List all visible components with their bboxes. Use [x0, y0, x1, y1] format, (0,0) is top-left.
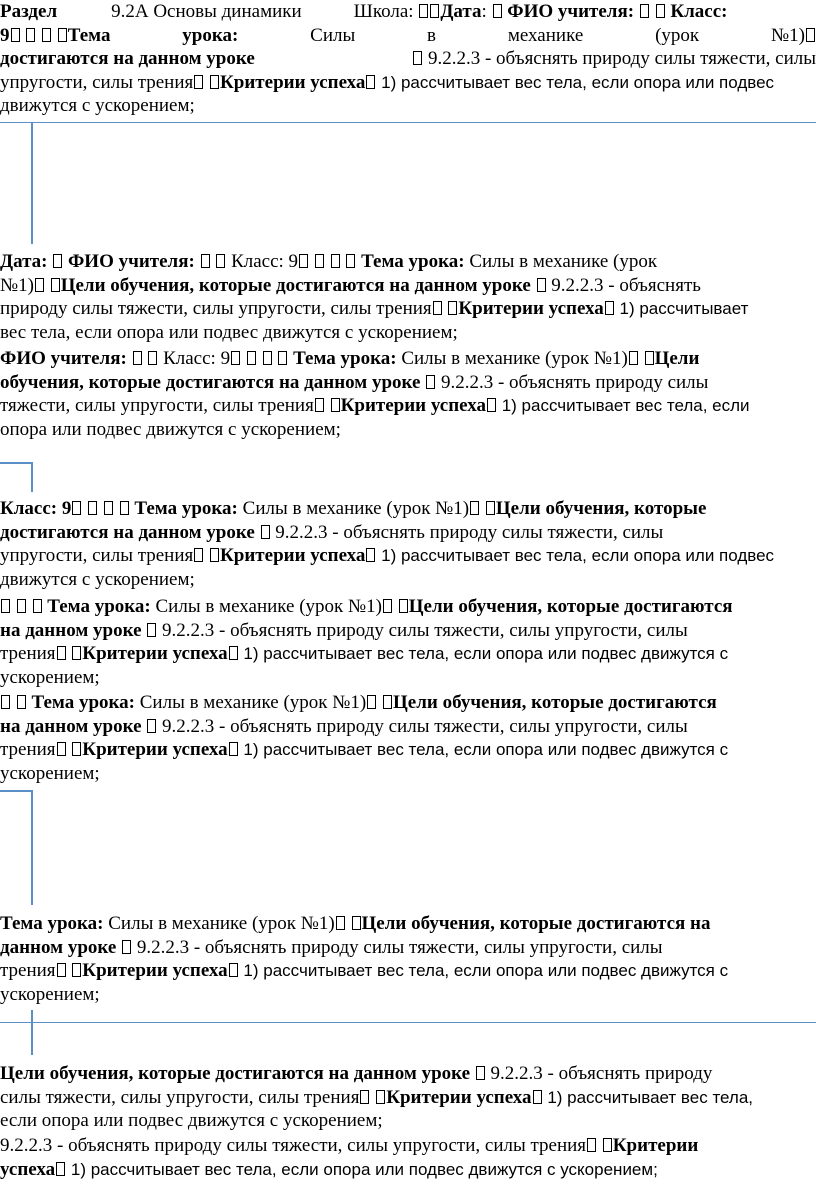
- topic-word: в: [427, 24, 437, 46]
- glyph-box-icon: [315, 398, 324, 412]
- glyph-box-icon: [194, 75, 203, 89]
- text-line: [0, 371, 816, 395]
- glyph-box-icon: [487, 398, 496, 412]
- topic-value: Силы в механике (урок №1): [139, 692, 367, 713]
- glyph-box-icon: [33, 599, 42, 613]
- table-rule: [0, 1022, 816, 1023]
- glyph-box-icon: [433, 301, 442, 315]
- glyph-box-icon: [476, 1066, 485, 1080]
- topic-label: Тема урока:: [134, 498, 238, 519]
- glyph-box-icon: [383, 695, 392, 709]
- criteria-text: 1) рассчитывает вес тела,: [547, 1087, 754, 1107]
- text-line: [0, 321, 816, 345]
- criteria-label: Критерии успеха: [220, 545, 366, 567]
- criteria-label: Критерии успеха: [386, 1086, 532, 1108]
- topic-value: Силы в механике (урок №1): [155, 596, 382, 617]
- topic-value: №1): [0, 274, 34, 296]
- glyph-box-icon: [88, 501, 97, 515]
- glyph-box-icon: [605, 301, 614, 315]
- goal-text: природу силы тяжести, силы упругости, силы трения: [0, 298, 432, 320]
- goals-label: достигаются на данном уроке: [0, 48, 255, 70]
- glyph-box-icon: [216, 254, 225, 268]
- glyph-box-icon: [346, 254, 355, 268]
- text-line: [0, 497, 816, 521]
- glyph-box-icon: [383, 599, 392, 613]
- criteria-label: Критерии успеха: [340, 395, 486, 417]
- header-line-3: [0, 47, 816, 71]
- glyph-box-icon: [56, 1162, 65, 1176]
- glyph-box-icon: [533, 1090, 542, 1104]
- header-line-2: [0, 24, 816, 48]
- glyph-box-icon: [263, 351, 272, 365]
- criteria-text: ускорением;: [0, 666, 100, 688]
- goal-text: 9.2.2.3 - объяснять природу силы тяжести, силы: [275, 521, 664, 543]
- glyph-box-icon: [51, 278, 60, 292]
- text-line: [0, 521, 816, 545]
- topic-label: Тема урока:: [361, 251, 465, 272]
- teacher-label: ФИО учителя:: [507, 1, 635, 22]
- glyph-box-icon: [72, 501, 81, 515]
- table-rule: [0, 462, 33, 464]
- topic-label-2: урока:: [182, 24, 239, 46]
- topic-word: (урок: [655, 24, 700, 46]
- goal-text: 9.2.2.3 - объяснять природу силы тяжести, силы: [427, 48, 816, 70]
- goal-text: 9.2.2.3 - объяснять природу силы: [440, 371, 709, 393]
- teacher-label: ФИО учителя:: [67, 251, 195, 272]
- criteria-text: 1) рассчитывает вес тела, если опора или подвес движутся с: [243, 961, 729, 981]
- block-class: [0, 497, 816, 591]
- glyph-box-icon: [376, 1090, 385, 1104]
- text-line: [0, 595, 816, 619]
- glyph-box-icon: [17, 599, 26, 613]
- goals-label: Цели обучения, которые достигаются на: [361, 913, 711, 934]
- goals-label: на данном уроке: [0, 715, 142, 737]
- topic-value: Силы в механике (урок №1): [242, 498, 470, 519]
- table-rule: [0, 790, 33, 792]
- date-label: Дата: [440, 1, 482, 22]
- topic-label: Тема урока:: [31, 692, 135, 713]
- block-goals: [0, 1062, 816, 1133]
- glyph-box-icon: [35, 278, 44, 292]
- criteria-text: если опора или подвес движутся с ускорением;: [0, 1110, 383, 1132]
- text-line: [0, 1086, 816, 1110]
- glyph-box-icon: [147, 719, 156, 733]
- goals-label: Цели обучения, которые достигаются на данном уроке: [0, 1063, 471, 1084]
- glyph-box-icon: [331, 398, 340, 412]
- text-line: [0, 912, 816, 936]
- text-line: [0, 715, 816, 739]
- goals-label: Цели обучения, которые достигаются: [393, 692, 717, 713]
- header-line-5: [0, 94, 816, 118]
- criteria-text: опора или подвес движутся с ускорением;: [0, 418, 341, 440]
- glyph-box-icon: [147, 623, 156, 637]
- text-line: [0, 544, 816, 568]
- goals-label: достигаются на данном уроке: [0, 521, 255, 543]
- glyph-box-icon: [26, 28, 35, 42]
- glyph-box-icon: [448, 301, 457, 315]
- glyph-box-icon: [229, 742, 238, 756]
- glyph-box-icon: [17, 695, 26, 709]
- glyph-box-icon: [299, 254, 308, 268]
- block-date: [0, 250, 816, 344]
- class-value: : 9: [278, 251, 299, 272]
- glyph-box-icon: [229, 646, 238, 660]
- text-line: [0, 297, 816, 321]
- glyph-box-icon: [656, 4, 665, 18]
- goal-text: 9.2.2.3 - объяснять природу силы тяжести, силы упругости, силы: [162, 715, 688, 737]
- glyph-box-icon: [1, 695, 10, 709]
- goals-label: Цели обучения, которые: [495, 498, 707, 519]
- topic-label: Тема урока:: [47, 596, 151, 617]
- class-label: Класс:: [670, 1, 728, 22]
- glyph-box-icon: [229, 963, 238, 977]
- section-label: Раздел: [0, 1, 58, 22]
- glyph-box-icon: [360, 1090, 369, 1104]
- glyph-box-icon: [537, 278, 546, 292]
- glyph-box-icon: [399, 599, 408, 613]
- table-rule: [31, 462, 33, 492]
- text-line: [0, 347, 816, 371]
- glyph-box-icon: [210, 75, 219, 89]
- topic-label: Тема: [67, 24, 111, 46]
- text-line: [0, 983, 816, 1007]
- glyph-box-icon: [247, 351, 256, 365]
- glyph-box-icon: [352, 916, 361, 930]
- topic-label: Тема урока:: [293, 348, 397, 369]
- glyph-box-icon: [58, 28, 67, 42]
- glyph-box-icon: [72, 742, 81, 756]
- glyph-box-icon: [315, 254, 324, 268]
- topic-value: Силы в механике (урок №1): [108, 913, 335, 934]
- criteria-text: 1) рассчитывает вес тела, если опора или подвес движутся с: [243, 644, 729, 664]
- glyph-box-icon: [104, 501, 113, 515]
- header-line-4: [0, 71, 816, 95]
- goals-label: данном уроке: [0, 936, 117, 958]
- glyph-box-icon: [120, 501, 129, 515]
- glyph-box-icon: [53, 254, 62, 268]
- text-line: [0, 568, 816, 592]
- text-line: [0, 418, 816, 442]
- block-topic-1: [0, 595, 816, 689]
- glyph-box-icon: [430, 4, 439, 18]
- header-line-1: Раздел 9.2А Основы динамики Школа: Дата: ФИО учителя: Класс:: [0, 1, 728, 22]
- topic-label: Тема урока:: [0, 913, 104, 934]
- class-label: Класс: 9: [0, 498, 72, 519]
- glyph-box-icon: [806, 28, 815, 42]
- text-line: [0, 642, 816, 666]
- glyph-box-icon: [645, 351, 654, 365]
- glyph-box-icon: [57, 646, 66, 660]
- criteria-text: 1) рассчитывает вес тела, если опора или подвес: [381, 72, 775, 92]
- text-line: [0, 1134, 816, 1158]
- criteria-label: Критерии успеха: [82, 643, 228, 665]
- glyph-box-icon: [413, 51, 422, 65]
- glyph-box-icon: [231, 351, 240, 365]
- glyph-box-icon: [11, 28, 20, 42]
- glyph-box-icon: [278, 351, 287, 365]
- text-line: [0, 959, 816, 983]
- goal-text: силы тяжести, силы упругости, силы трения: [0, 1086, 360, 1108]
- text-line: [0, 619, 816, 643]
- text-line: [0, 666, 816, 690]
- date-label: Дата:: [0, 251, 48, 272]
- glyph-box-icon: [470, 501, 479, 515]
- goal-text: 9.2.2.3 - объяснять природу силы тяжести, силы упругости, силы: [162, 619, 688, 641]
- teacher-label: ФИО учителя:: [0, 348, 127, 369]
- goal-text: трения: [0, 960, 56, 982]
- glyph-box-icon: [1, 599, 10, 613]
- glyph-box-icon: [587, 1138, 596, 1152]
- topic-value: Силы в механике (урок: [469, 251, 658, 272]
- criteria-label: Критерии успеха: [82, 739, 228, 761]
- class-label: Класс: [163, 348, 211, 369]
- criteria-text: 1) рассчитывает вес тела, если опора или подвес: [381, 546, 775, 566]
- glyph-box-icon: [201, 254, 210, 268]
- criteria-label: успеха: [0, 1158, 56, 1180]
- text-line: [0, 691, 816, 715]
- criteria-label: Критерии: [612, 1135, 699, 1156]
- topic-word: №1): [770, 24, 805, 46]
- glyph-box-icon: [419, 4, 428, 18]
- glyph-box-icon: [426, 375, 435, 389]
- criteria-text: ускорением;: [0, 762, 100, 784]
- criteria-label: Критерии успеха: [82, 960, 228, 982]
- criteria-text: движутся с ускорением;: [0, 95, 195, 117]
- glyph-box-icon: [629, 351, 638, 365]
- topic-word: Силы: [310, 24, 356, 46]
- glyph-box-icon: [367, 695, 376, 709]
- glyph-box-icon: [57, 742, 66, 756]
- glyph-box-icon: [57, 963, 66, 977]
- block-topic-3: [0, 912, 816, 1006]
- glyph-box-icon: [42, 28, 51, 42]
- goal-text: 9.2.2.3 - объяснять природу: [490, 1063, 713, 1084]
- glyph-box-icon: [72, 646, 81, 660]
- block-teacher: [0, 347, 816, 441]
- text-line: [0, 1158, 816, 1182]
- text-line: [0, 274, 816, 298]
- glyph-box-icon: [148, 351, 157, 365]
- glyph-box-icon: [331, 254, 340, 268]
- goals-label: на данном уроке: [0, 619, 142, 641]
- glyph-box-icon: [366, 75, 375, 89]
- criteria-text: 1) рассчитывает вес тела, если опора или подвес движутся с: [243, 740, 729, 760]
- glyph-box-icon: [261, 525, 270, 539]
- table-rule: [31, 122, 33, 244]
- class-label: Класс: [231, 251, 279, 272]
- text-line: [0, 1109, 816, 1133]
- text-line: [0, 1062, 816, 1086]
- glyph-box-icon: [133, 351, 142, 365]
- glyph-box-icon: [486, 501, 495, 515]
- criteria-label: Критерии успеха: [220, 71, 366, 93]
- glyph-box-icon: [210, 548, 219, 562]
- goals-label: Цели: [654, 348, 700, 369]
- topic-value: Силы в механике (урок №1): [401, 348, 628, 369]
- goal-text: 9.2.2.3 - объяснять природу силы тяжести, силы упругости, силы трения: [0, 1135, 587, 1156]
- table-rule: [31, 790, 33, 905]
- glyph-box-icon: [640, 4, 649, 18]
- class-value: : 9: [210, 348, 231, 369]
- criteria-text: 1) рассчитывает вес тела, если: [501, 396, 750, 416]
- glyph-box-icon: [366, 548, 375, 562]
- glyph-box-icon: [72, 963, 81, 977]
- text-line: [0, 738, 816, 762]
- goal-text: 9.2.2.3 - объяснять: [551, 274, 701, 296]
- goal-text: трения: [0, 739, 56, 761]
- glyph-box-icon: [493, 4, 502, 18]
- glyph-box-icon: [122, 940, 131, 954]
- goals-label: Цели обучения, которые достигаются на данном уроке: [60, 274, 531, 296]
- criteria-text: 1) рассчитывает вес тела, если опора или подвес движутся с ускорением;: [70, 1159, 658, 1179]
- block-code: [0, 1134, 816, 1181]
- goals-label: обучения, которые достигаются на данном уроке: [0, 371, 421, 393]
- goals-label: Цели обучения, которые достигаются: [408, 596, 733, 617]
- text-line: [0, 250, 816, 274]
- text-line: [0, 762, 816, 786]
- topic-word: механике: [507, 24, 584, 46]
- criteria-text: вес тела, если опора или подвес движутся с ускорением;: [0, 321, 458, 343]
- school-label: Школа:: [353, 1, 414, 22]
- goal-text: упругости, силы трения: [0, 71, 194, 93]
- text-line: [0, 394, 816, 418]
- criteria-label: Критерии успеха: [458, 298, 604, 320]
- text-line: [0, 936, 816, 960]
- glyph-box-icon: [336, 916, 345, 930]
- goal-text: тяжести, силы упругости, силы трения: [0, 395, 314, 417]
- table-rule: [0, 122, 816, 123]
- criteria-text: 1) рассчитывает: [619, 299, 749, 319]
- section-value: 9.2А Основы динамики: [111, 1, 302, 22]
- glyph-box-icon: [194, 548, 203, 562]
- glyph-box-icon: [603, 1138, 612, 1152]
- goal-text: трения: [0, 643, 56, 665]
- goal-text: 9.2.2.3 - объяснять природу силы тяжести, силы упругости, силы: [136, 936, 663, 958]
- criteria-text: движутся с ускорением;: [0, 568, 195, 590]
- header-block: [0, 0, 816, 118]
- block-topic-2: [0, 691, 816, 785]
- class-value: 9: [0, 24, 10, 46]
- table-rule: [31, 1010, 33, 1055]
- goal-text: упругости, силы трения: [0, 545, 194, 567]
- criteria-text: ускорением;: [0, 983, 100, 1005]
